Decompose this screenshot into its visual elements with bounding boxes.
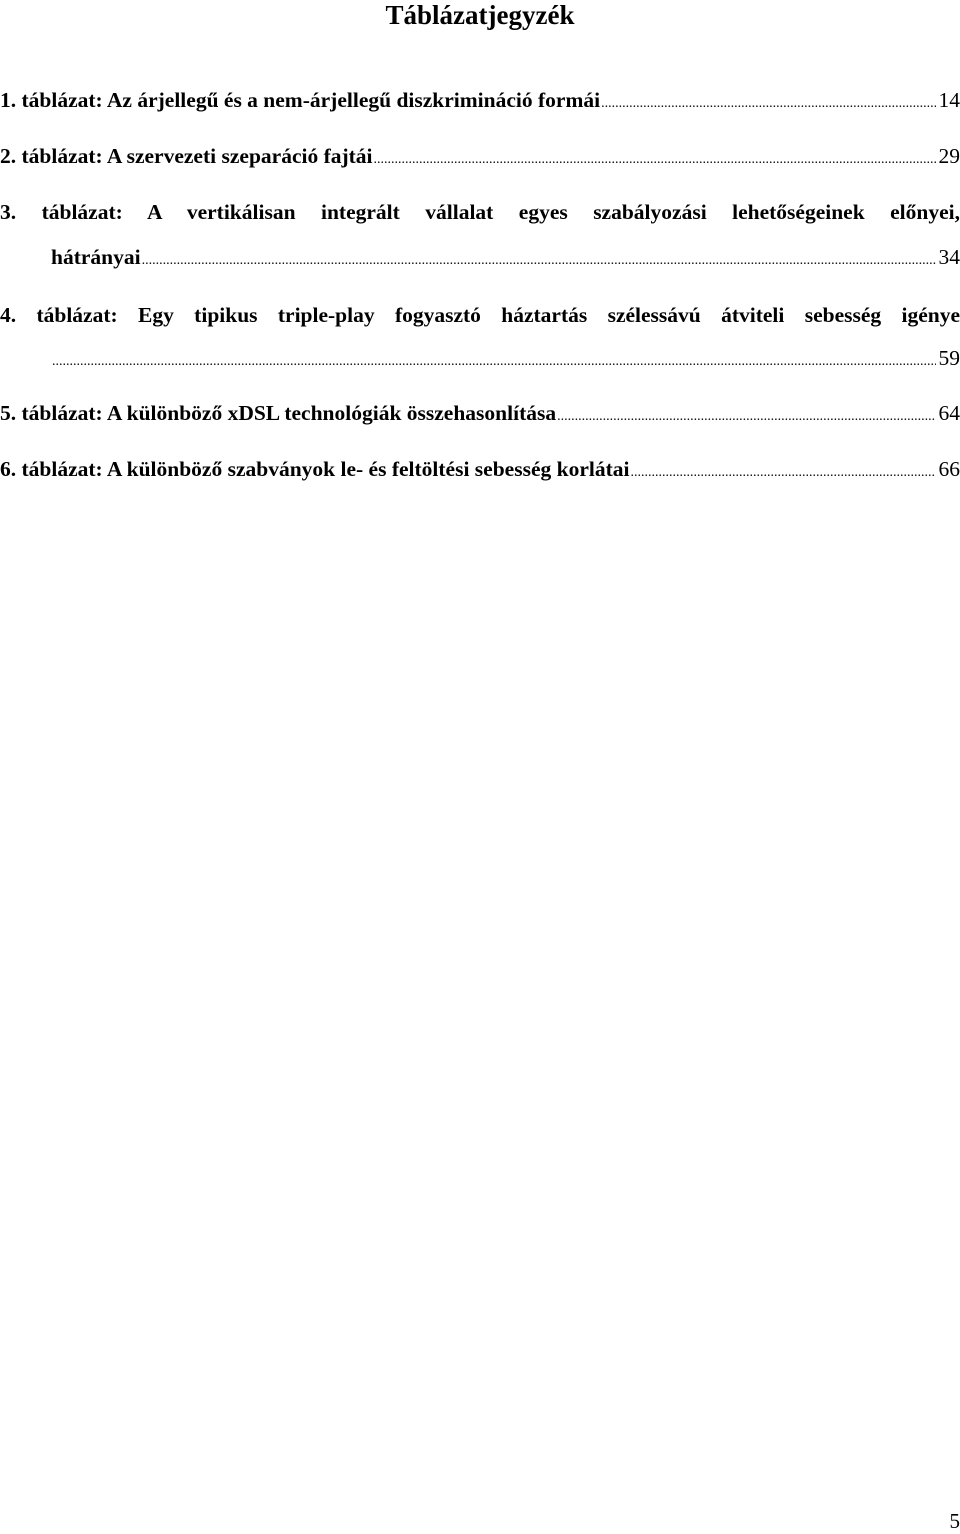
toc-entry-line2[interactable]: [0, 344, 960, 372]
toc-leader-dots: [142, 243, 936, 271]
toc-entry[interactable]: [0, 86, 960, 114]
toc-entry-label: 4. táblázat: Egy tipikus triple-play fogyasztó háztartás szélessávú átviteli sebesség igénye: [0, 303, 960, 327]
page-title: Táblázatjegyzék: [385, 0, 575, 30]
page-number: 5: [949, 1509, 960, 1533]
toc-entry[interactable]: [0, 399, 960, 427]
toc-entry-line2[interactable]: [0, 243, 960, 271]
toc-entry[interactable]: [0, 142, 960, 170]
toc-entry-line1[interactable]: [0, 301, 960, 329]
toc-entry-label: 3. táblázat: A vertikálisan integrált vállalat egyes szabályozási lehetőségeinek előnyei,: [0, 200, 960, 224]
toc-leader-dots: [557, 399, 935, 427]
toc-entry-page: 64: [938, 401, 960, 425]
toc-entry-page: 66: [938, 457, 960, 481]
toc-entry-page: 29: [938, 144, 960, 168]
toc-entry-label-continued: hátrányai: [51, 245, 141, 269]
toc-leader-dots: [601, 86, 935, 114]
toc-entry-label: 2. táblázat: A szervezeti szeparáció fajtái: [0, 144, 373, 168]
toc-entry-page: 59: [938, 346, 960, 370]
toc-entry-page: 14: [938, 88, 960, 112]
toc-entry-page: 34: [938, 245, 960, 269]
toc-entry-label: 6. táblázat: A különböző szabványok le- és feltöltési sebesség korlátai: [0, 457, 630, 481]
toc-leader-dots: [374, 142, 936, 170]
toc-entry-label: 1. táblázat: Az árjellegű és a nem-árjellegű diszkrimináció formái: [0, 88, 601, 112]
toc-entry[interactable]: [0, 455, 960, 483]
toc-entry-line1[interactable]: [0, 198, 960, 226]
toc-entry-label: 5. táblázat: A különböző xDSL technológiák összehasonlítása: [0, 401, 557, 425]
toc-leader-dots: [630, 455, 935, 483]
toc-leader-dots: [52, 344, 936, 372]
